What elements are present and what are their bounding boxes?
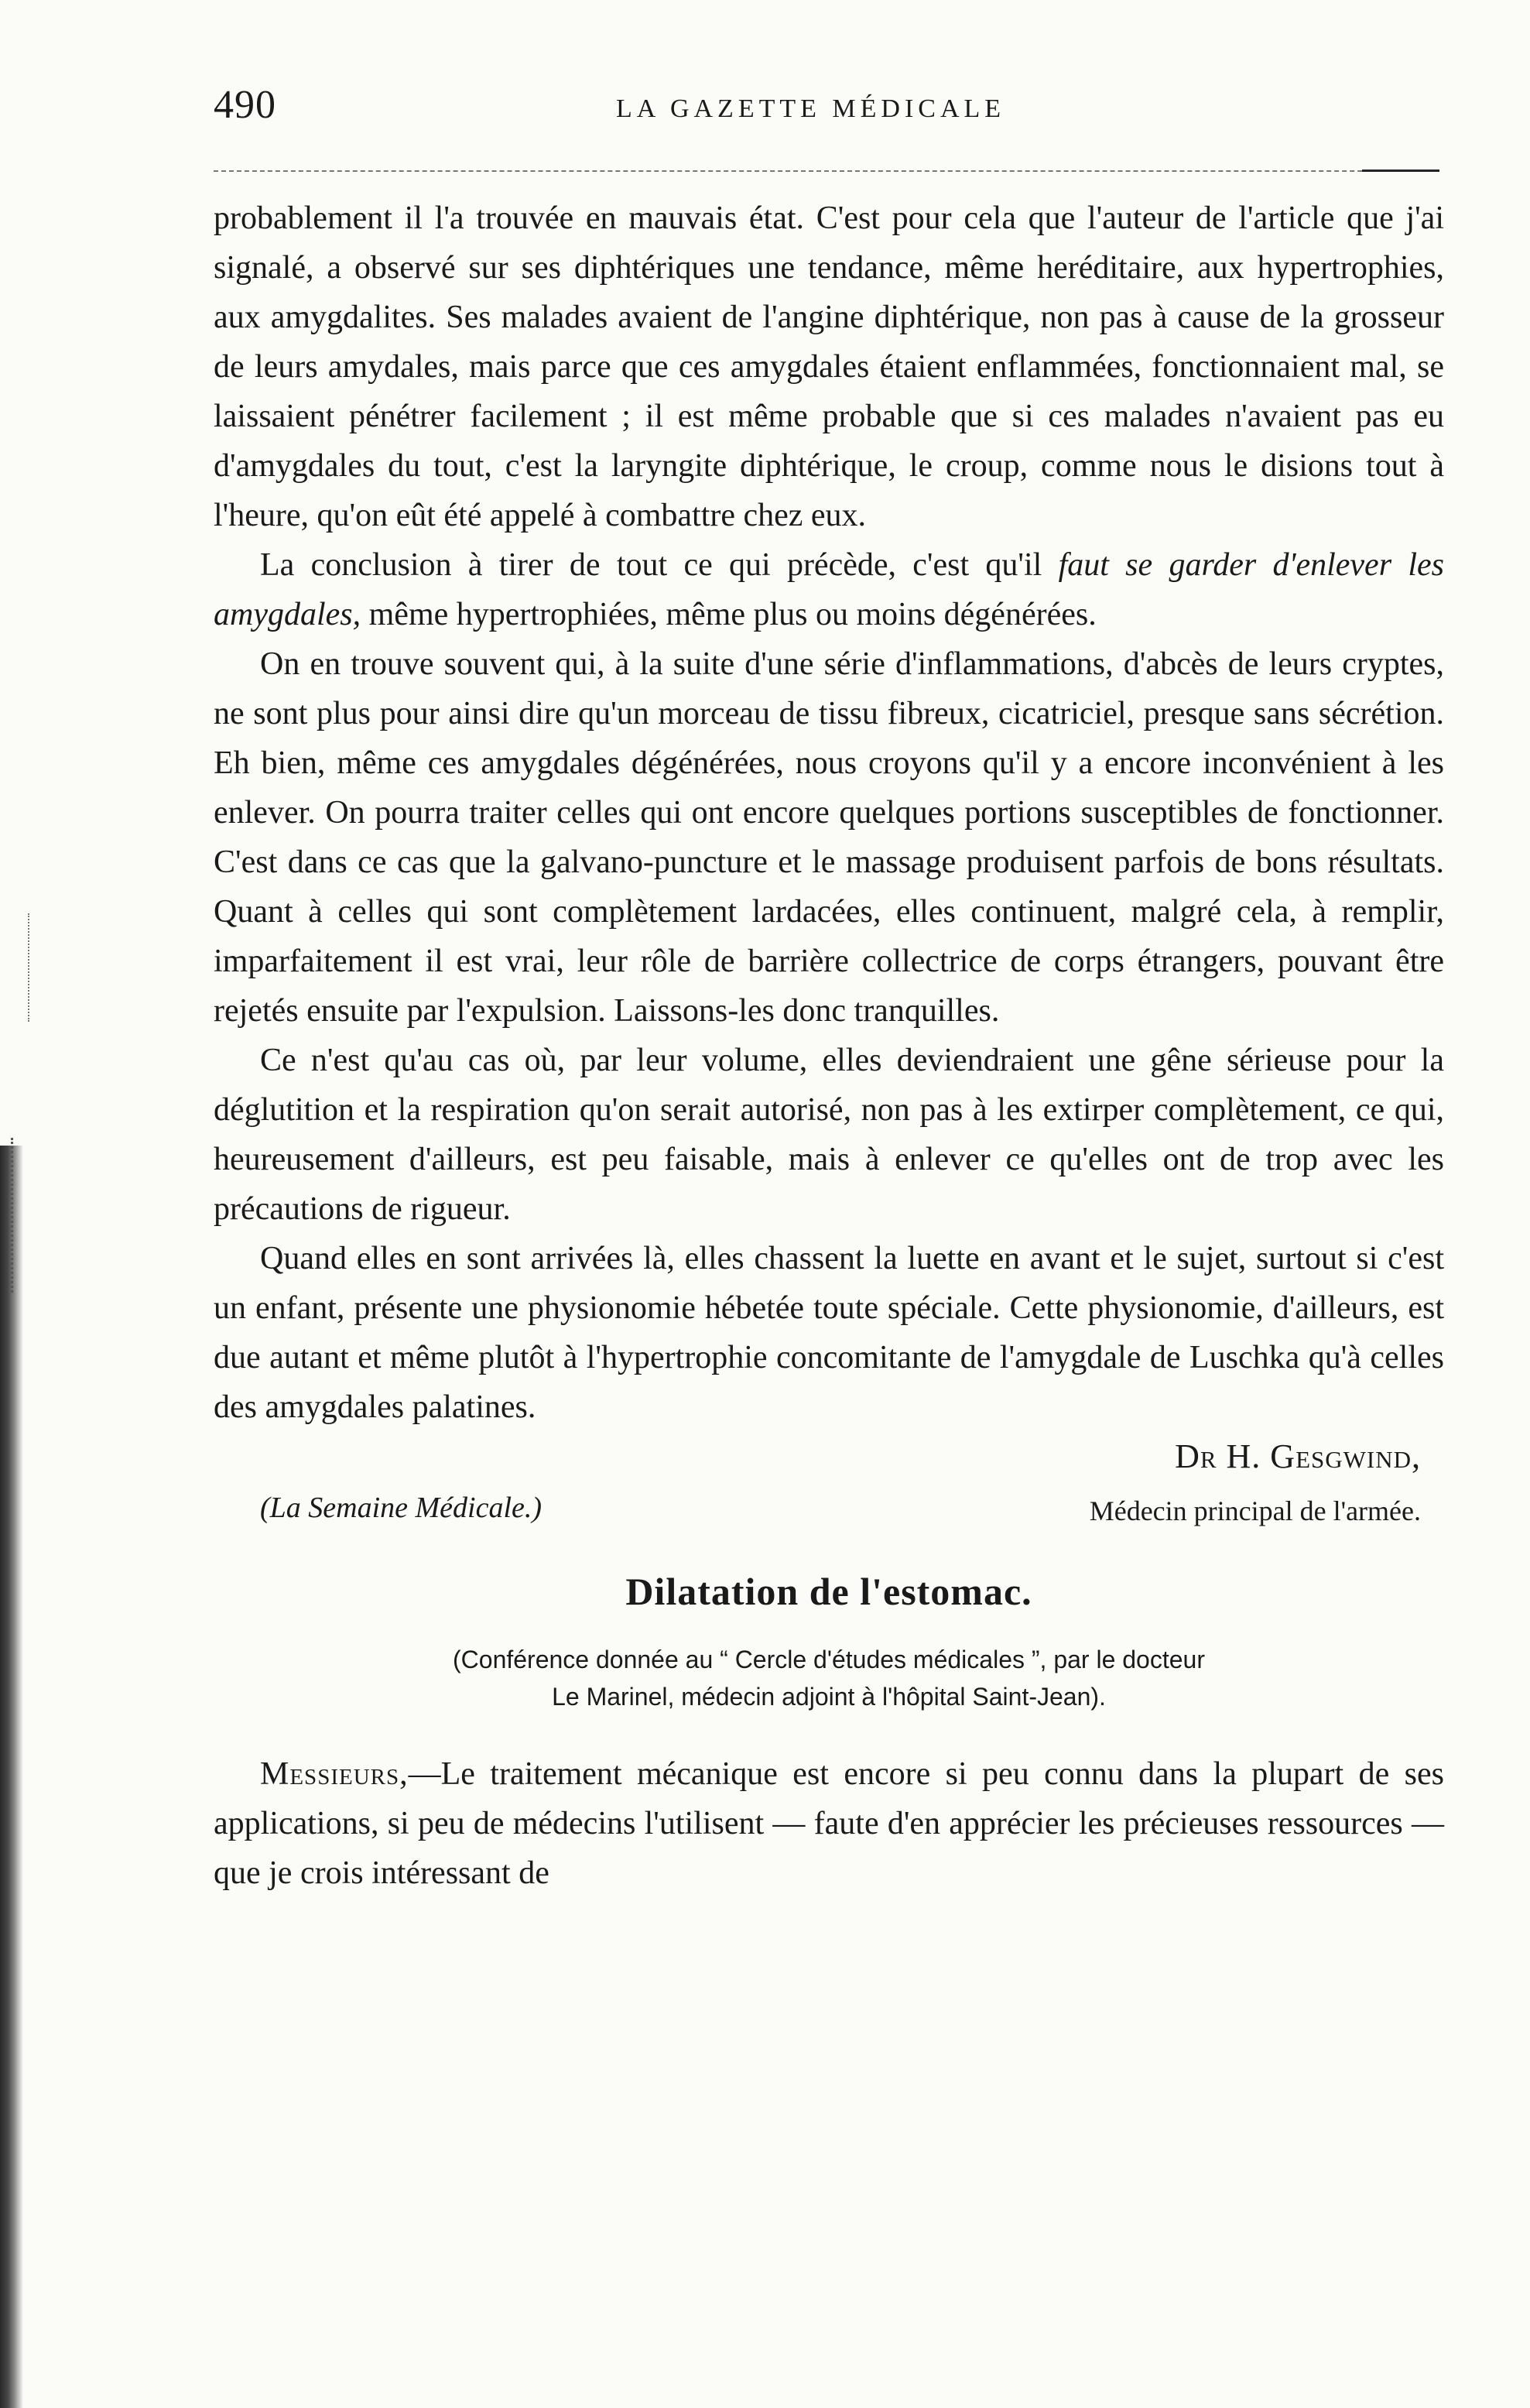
paragraph: Quand elles en sont arrivées là, elles chassent la luette en avant et le sujet, surtout si c'est un enfant, présente une physionomie hébetée toute spéciale. Cette physionomie, d'ailleurs, est due autant et même plutôt à l'hypertrophie concomitante de l'amygdale de Luschka qu'à celles des amygdales palatines. bbox=[214, 1241, 1444, 1425]
scan-binding-edge bbox=[0, 1146, 23, 2408]
author-signature: Dr H. Gesgwind, bbox=[1175, 1437, 1421, 1475]
header-rule bbox=[214, 170, 1439, 172]
conclusion-paragraph bbox=[214, 540, 1444, 639]
subtitle-line: Le Marinel, médecin adjoint à l'hôpital Saint-Jean). bbox=[552, 1683, 1106, 1711]
article-subtitle bbox=[214, 1641, 1444, 1715]
header-rule bbox=[1362, 170, 1439, 172]
scan-artifact bbox=[28, 913, 34, 1022]
author-role: Médecin principal de l'armée. bbox=[1089, 1495, 1421, 1526]
conclusion-emphasis: faut se garder d'enlever les amygdales, bbox=[214, 547, 1444, 632]
opening-text: —Le traitement mécanique est encore si peu connu dans la plupart de ses applications, si peu de médecins l'utilisent — faute d'en apprécier les précieuses ressources — que je crois intéressant de bbox=[214, 1756, 1444, 1891]
paragraph: probablement il l'a trouvée en mauvais état. C'est pour cela que l'auteur de l'article que j'ai signalé, a observé sur ses diphtériques une tendance, même heréditaire, aux hypertrophies, aux amygdalites. Ses malades avaient de l'angine diphtérique, non pas à cause de la grosseur de leurs amydales, mais parce que ces amygdales étaient enflammées, fonctionnaient mal, se laissaient pénétrer facilement ; il est même probable que si ces malades n'avaient pas eu d'amygdales du tout, c'est la laryngite diphtérique, le croup, comme nous le disions tout à l'heure, qu'on eût été appelé à combattre chez eux. bbox=[214, 200, 1444, 533]
signature-block bbox=[214, 1432, 1444, 1531]
opening-paragraph bbox=[214, 1749, 1444, 1898]
paragraph: Ce n'est qu'au cas où, par leur volume, elles deviendraient une gêne sérieuse pour la déglutition et la respiration qu'on serait autorisé, non pas à les extirper complètement, ce qui, heureusement d'ailleurs, est peu faisable, mais à enlever ce qu'elles ont de trop avec les précautions de rigueur. bbox=[214, 1043, 1444, 1227]
scan-artifact bbox=[11, 1138, 16, 1293]
page-header bbox=[214, 77, 1439, 147]
running-head: LA GAZETTE MÉDICALE bbox=[616, 94, 1006, 123]
article-title: Dilatation de l'estomac. bbox=[625, 1570, 1032, 1613]
subtitle-line: (Conférence donnée au “ Cercle d'études médicales ”, par le docteur bbox=[453, 1646, 1205, 1673]
page-number: 490 bbox=[214, 83, 276, 127]
source-citation: (La Semaine Médicale.) bbox=[260, 1492, 543, 1524]
salutation: Messieurs, bbox=[260, 1756, 409, 1792]
conclusion-text: même hypertrophiées, même plus ou moins dégénérées. bbox=[361, 597, 1097, 632]
text-column bbox=[214, 194, 1444, 1898]
conclusion-text: La conclusion à tirer de tout ce qui précède, c'est qu'il bbox=[260, 547, 1059, 583]
paragraph: On en trouve souvent qui, à la suite d'une série d'inflammations, d'abcès de leurs cryptes, ne sont plus pour ainsi dire qu'un morceau de tissu fibreux, cicatriciel, presque sans sécrétion. Eh bien, même ces amygdales dégénérées, nous croyons qu'il y a encore inconvénient à les enlever. On pourra traiter celles qui ont encore quelques portions susceptibles de fonctionner. C'est dans ce cas que la galvano-puncture et le massage produisent parfois de bons résultats. Quant à celles qui sont complètement lardacées, elles continuent, malgré cela, à remplir, imparfaitement il est vrai, leur rôle de barrière collectrice de corps étrangers, pouvant être rejetés ensuite par l'expulsion. Laissons-les donc tranquilles. bbox=[214, 646, 1444, 1029]
